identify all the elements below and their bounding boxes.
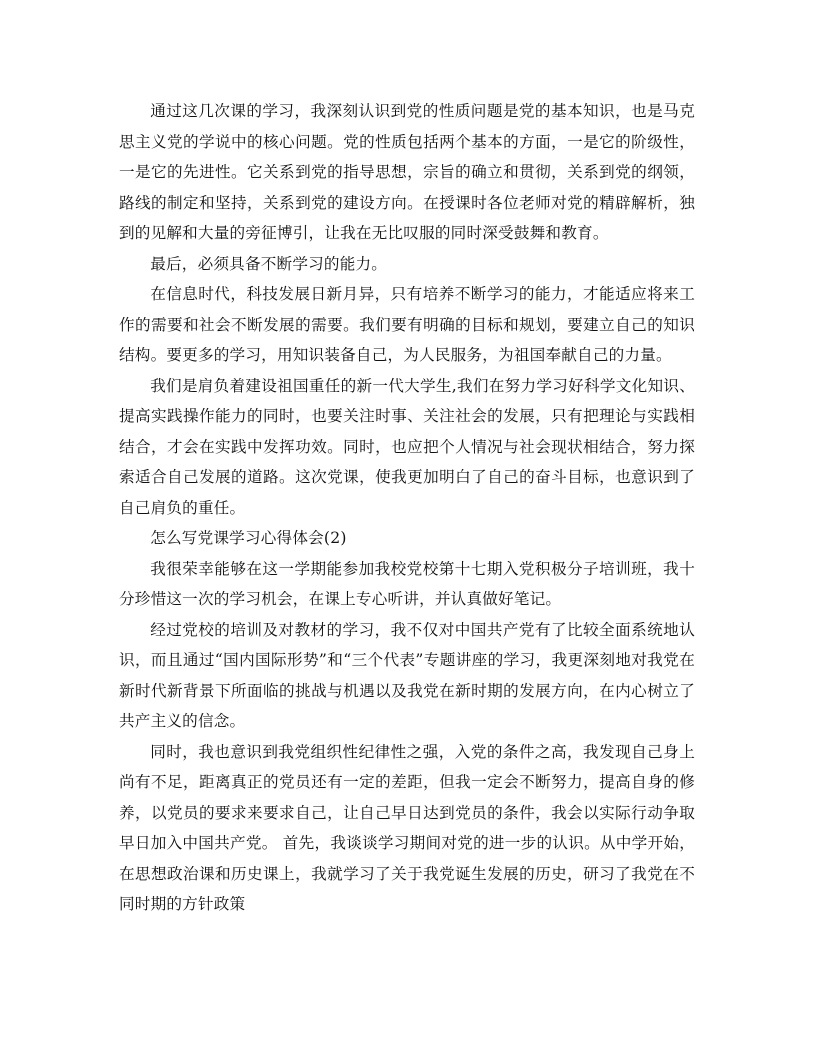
paragraph-training-class: 我很荣幸能够在这一学期能参加我校党校第十七期入党积极分子培训班，我十分珍惜这一次的学习机会，在课上专心听讲，并认真做好笔记。 (119, 559, 695, 608)
paragraph-learning-ability: 最后，必须具备不断学习的能力。 (150, 254, 388, 273)
document-page (119, 96, 695, 920)
section-heading: 怎么写党课学习心得体会(2) (150, 529, 347, 547)
paragraph-information-age: 在信息时代，科技发展日新月异，只有培养不断学习的能力，才能适应将来工作的需要和社会不断发展的需要。我们要有明确的目标和规划，要建立自己的知识结构。要更多的学习，用知识装备自己，为人民服务，为祖国奉献自己的力量。 (119, 285, 695, 364)
paragraph-college-students: 我们是肩负着建设祖国重任的新一代大学生,我们在努力学习好科学文化知识、提高实践操作能力的同时，也要关注时事、关注社会的发展，只有把理论与实践相结合，才会在实践中发挥功效。同时，也应把个人情况与社会现状相结合，努力探索适合自己发展的道路。这次党课，使我更加明白了自己的奋斗目标，也意识到了自己肩负的重任。 (119, 376, 695, 517)
paragraph-party-school: 经过党校的培训及对教材的学习，我不仅对中国共产党有了比较全面系统地认识，而且通过“国内国际形势”和“三个代表”专题讲座的学习，我更深刻地对我党在新时代新背景下所面临的挑战与机遇以及我党在新时期的发展方向，在内心树立了共产主义的信念。 (119, 620, 695, 730)
paragraph-party-nature: 通过这几次课的学习，我深刻认识到党的性质问题是党的基本知识，也是马克思主义党的学说中的核心问题。党的性质包括两个基本的方面，一是它的阶级性，一是它的先进性。它关系到党的指导思想，宗旨的确立和贯彻，关系到党的纲领，路线的制定和坚持，关系到党的建设方向。在授课时各位老师对党的精辟解析，独到的见解和大量的旁征博引，让我在无比叹服的同时深受鼓舞和教育。 (119, 102, 695, 242)
paragraph-discipline: 同时，我也意识到我党组织性纪律性之强，入党的条件之高，我发现自己身上尚有不足，距离真正的党员还有一定的差距，但我一定会不断努力，提高自身的修养，以党员的要求来要求自己，让自己早日达到党员的条件，我会以实际行动争取早日加入中国共产党。 首先，我谈谈学习期间对党的进一步的认识。从中学开始，在思想政治课和历史课上，我就学习了关于我党诞生发展的历史，研习了我党在不同时期的方针政策 (119, 742, 695, 913)
